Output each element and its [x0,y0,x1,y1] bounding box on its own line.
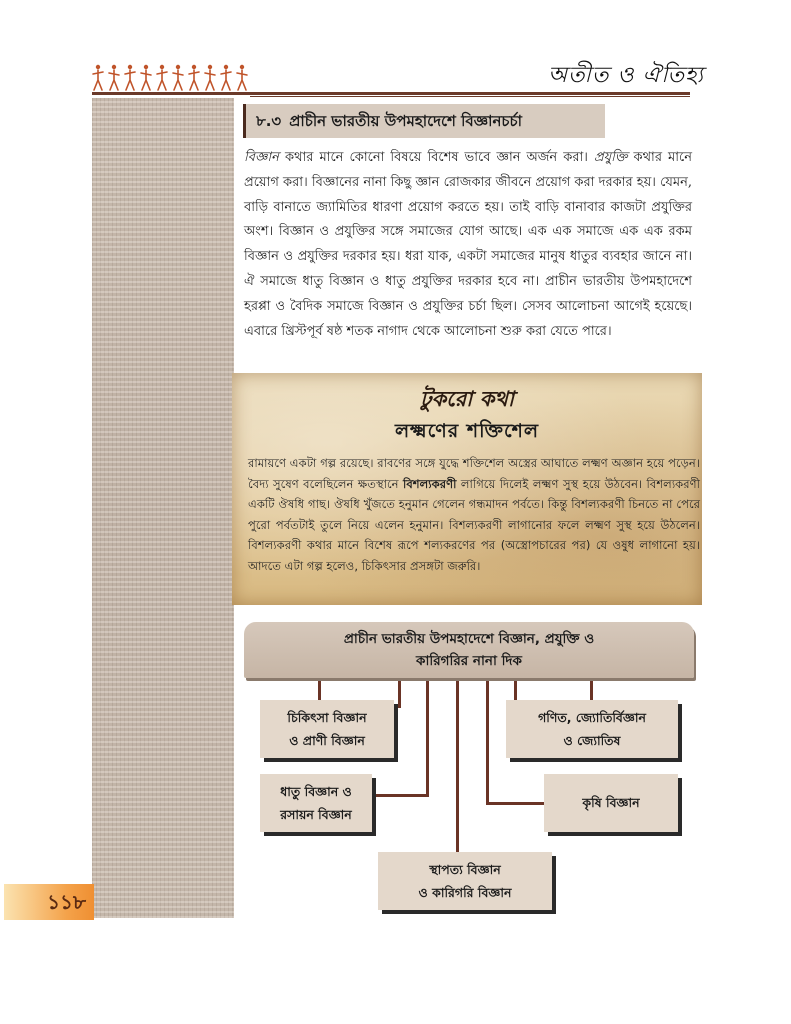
node-architecture [378,852,552,910]
node-mathematics-line1: গণিত, জ্যোতির্বিজ্ঞান [538,710,646,725]
story-box-title: লক্ষ্মণের শক্তিশেল [394,420,540,442]
connector-line [426,678,429,796]
section-heading [243,104,605,138]
node-architecture-line1: স্থাপত্য বিজ্ঞান [429,862,501,877]
node-mathematics-line2: ও জ্যোতিষ [563,733,621,748]
diagram-root-line1: প্রাচীন ভারতীয় উপমহাদেশে বিজ্ঞান, প্রযুক্তি ও [343,631,595,647]
story-text-2: লাগিয়ে দিলেই লক্ষ্মণ সুস্থ হয়ে উঠবেন। বিশল্যকরণী একটি ঔষধি গাছ। ঔষধি খুঁজতে হনুমান গেলেন গন্ধমাদন পর্বতে। কিন্তু বিশল্যকরণী চিনতে না পেরে পুরো পর্বতটাই তুলে নিয়ে এলেন হনুমান। বিশল্যকরণী লাগানোর ফলে লক্ষ্মণ সুস্থ হয়ে উঠলেন। বিশল্যকরণী কথার মানে বিশেষ রূপে শল্যকরণের পর (অস্ত্রোপচারের পর) যে ওষুধ লাগানো হয়। আদতে এটা গল্প হলেও, চিকিৎসার প্রসঙ্গটা জরুরি। [248,476,700,573]
node-medicine-line1: চিকিৎসা বিজ্ঞান [287,710,367,725]
node-metallurgy-line1: ধাতু বিজ্ঞান ও [280,784,352,799]
running-head: অতীত ও ঐতিহ্য [548,63,704,88]
connector-line [486,802,544,805]
page-number: ১১৮ [4,884,94,920]
story-box [232,373,702,605]
story-bold-term: বিশল্যকরণী [403,476,457,491]
connector-line [486,678,489,804]
node-metallurgy-line2: রসায়ন বিজ্ঞান [280,807,352,822]
body-text-1: কথার মানে কোনো বিষয়ে বিশেষ ভাবে জ্ঞান অর্জন করা। [278,150,594,165]
node-agriculture-label: কৃষি বিজ্ঞান [582,795,640,810]
node-mathematics [506,700,678,758]
connector-line [318,678,321,700]
connector-line [456,678,459,854]
term-technology: প্রযুক্তি [593,150,628,165]
node-metallurgy [260,774,372,832]
node-medicine [260,700,394,758]
science-branches-diagram [244,622,694,922]
connector-line [372,794,429,797]
story-box-text [248,453,700,577]
connector-line [590,678,593,700]
story-text-1: রামায়ণে একটা গল্প রয়েছে। রাবণের সঙ্গে যুদ্ধে শক্তিশেল অস্ত্রের আঘাতে লক্ষ্মণ অজ্ঞান হয়ে পড়েন। বৈদ্য সুষেণ বলেছিলেন ক্ষতস্থানে [248,456,700,491]
diagram-root-node [244,622,694,678]
connector-line [398,678,401,708]
term-science: বিজ্ঞান [244,150,279,165]
node-agriculture [544,774,678,832]
story-box-label: টুকরো কথা [420,386,514,411]
header-rule [92,92,690,95]
body-paragraph [244,146,692,344]
section-number: ৮.৩ [256,112,282,130]
body-text-2: কথার মানে প্রয়োগ করা। বিজ্ঞানের নানা কিছু জ্ঞান রোজকার জীবনে প্রয়োগ করা দরকার হয়। যেমন, বাড়ি বানাতে জ্যামিতির ধারণা প্রয়োগ করতে হয়। তাই বাড়ি বানাবার কাজটা প্রযুক্তির অংশ। বিজ্ঞান ও প্রযুক্তির সঙ্গে সমাজের যোগ আছে। এক এক সমাজে এক এক রকম বিজ্ঞান ও প্রযুক্তির দরকার হয়। ধরা যাক, একটা সমাজের মানুষ ধাতুর ব্যবহার জানে না। ঐ সমাজে ধাতু বিজ্ঞান ও ধাতু প্রযুক্তির দরকার হবে না। প্রাচীন ভারতীয় উপমহাদেশে হরপ্পা ও বৈদিক সমাজে বিজ্ঞান ও প্রযুক্তির চর্চা ছিল। সেসব আলোচনা আগেই হয়েছে। এবারে খ্রিস্টপূর্ব ষষ্ঠ শতক নাগাদ থেকে আলোচনা শুরু করা যেতে পারে। [244,150,692,339]
decorative-side-panel [92,98,234,918]
section-title: প্রাচীন ভারতীয় উপমহাদেশে বিজ্ঞানচর্চা [289,112,522,130]
header-rule-thin [250,96,690,97]
node-architecture-line2: ও কারিগরি বিজ্ঞান [418,885,512,900]
node-medicine-line2: ও প্রাণী বিজ্ঞান [289,733,365,748]
diagram-root-line2: কারিগরির নানা দিক [416,653,522,669]
